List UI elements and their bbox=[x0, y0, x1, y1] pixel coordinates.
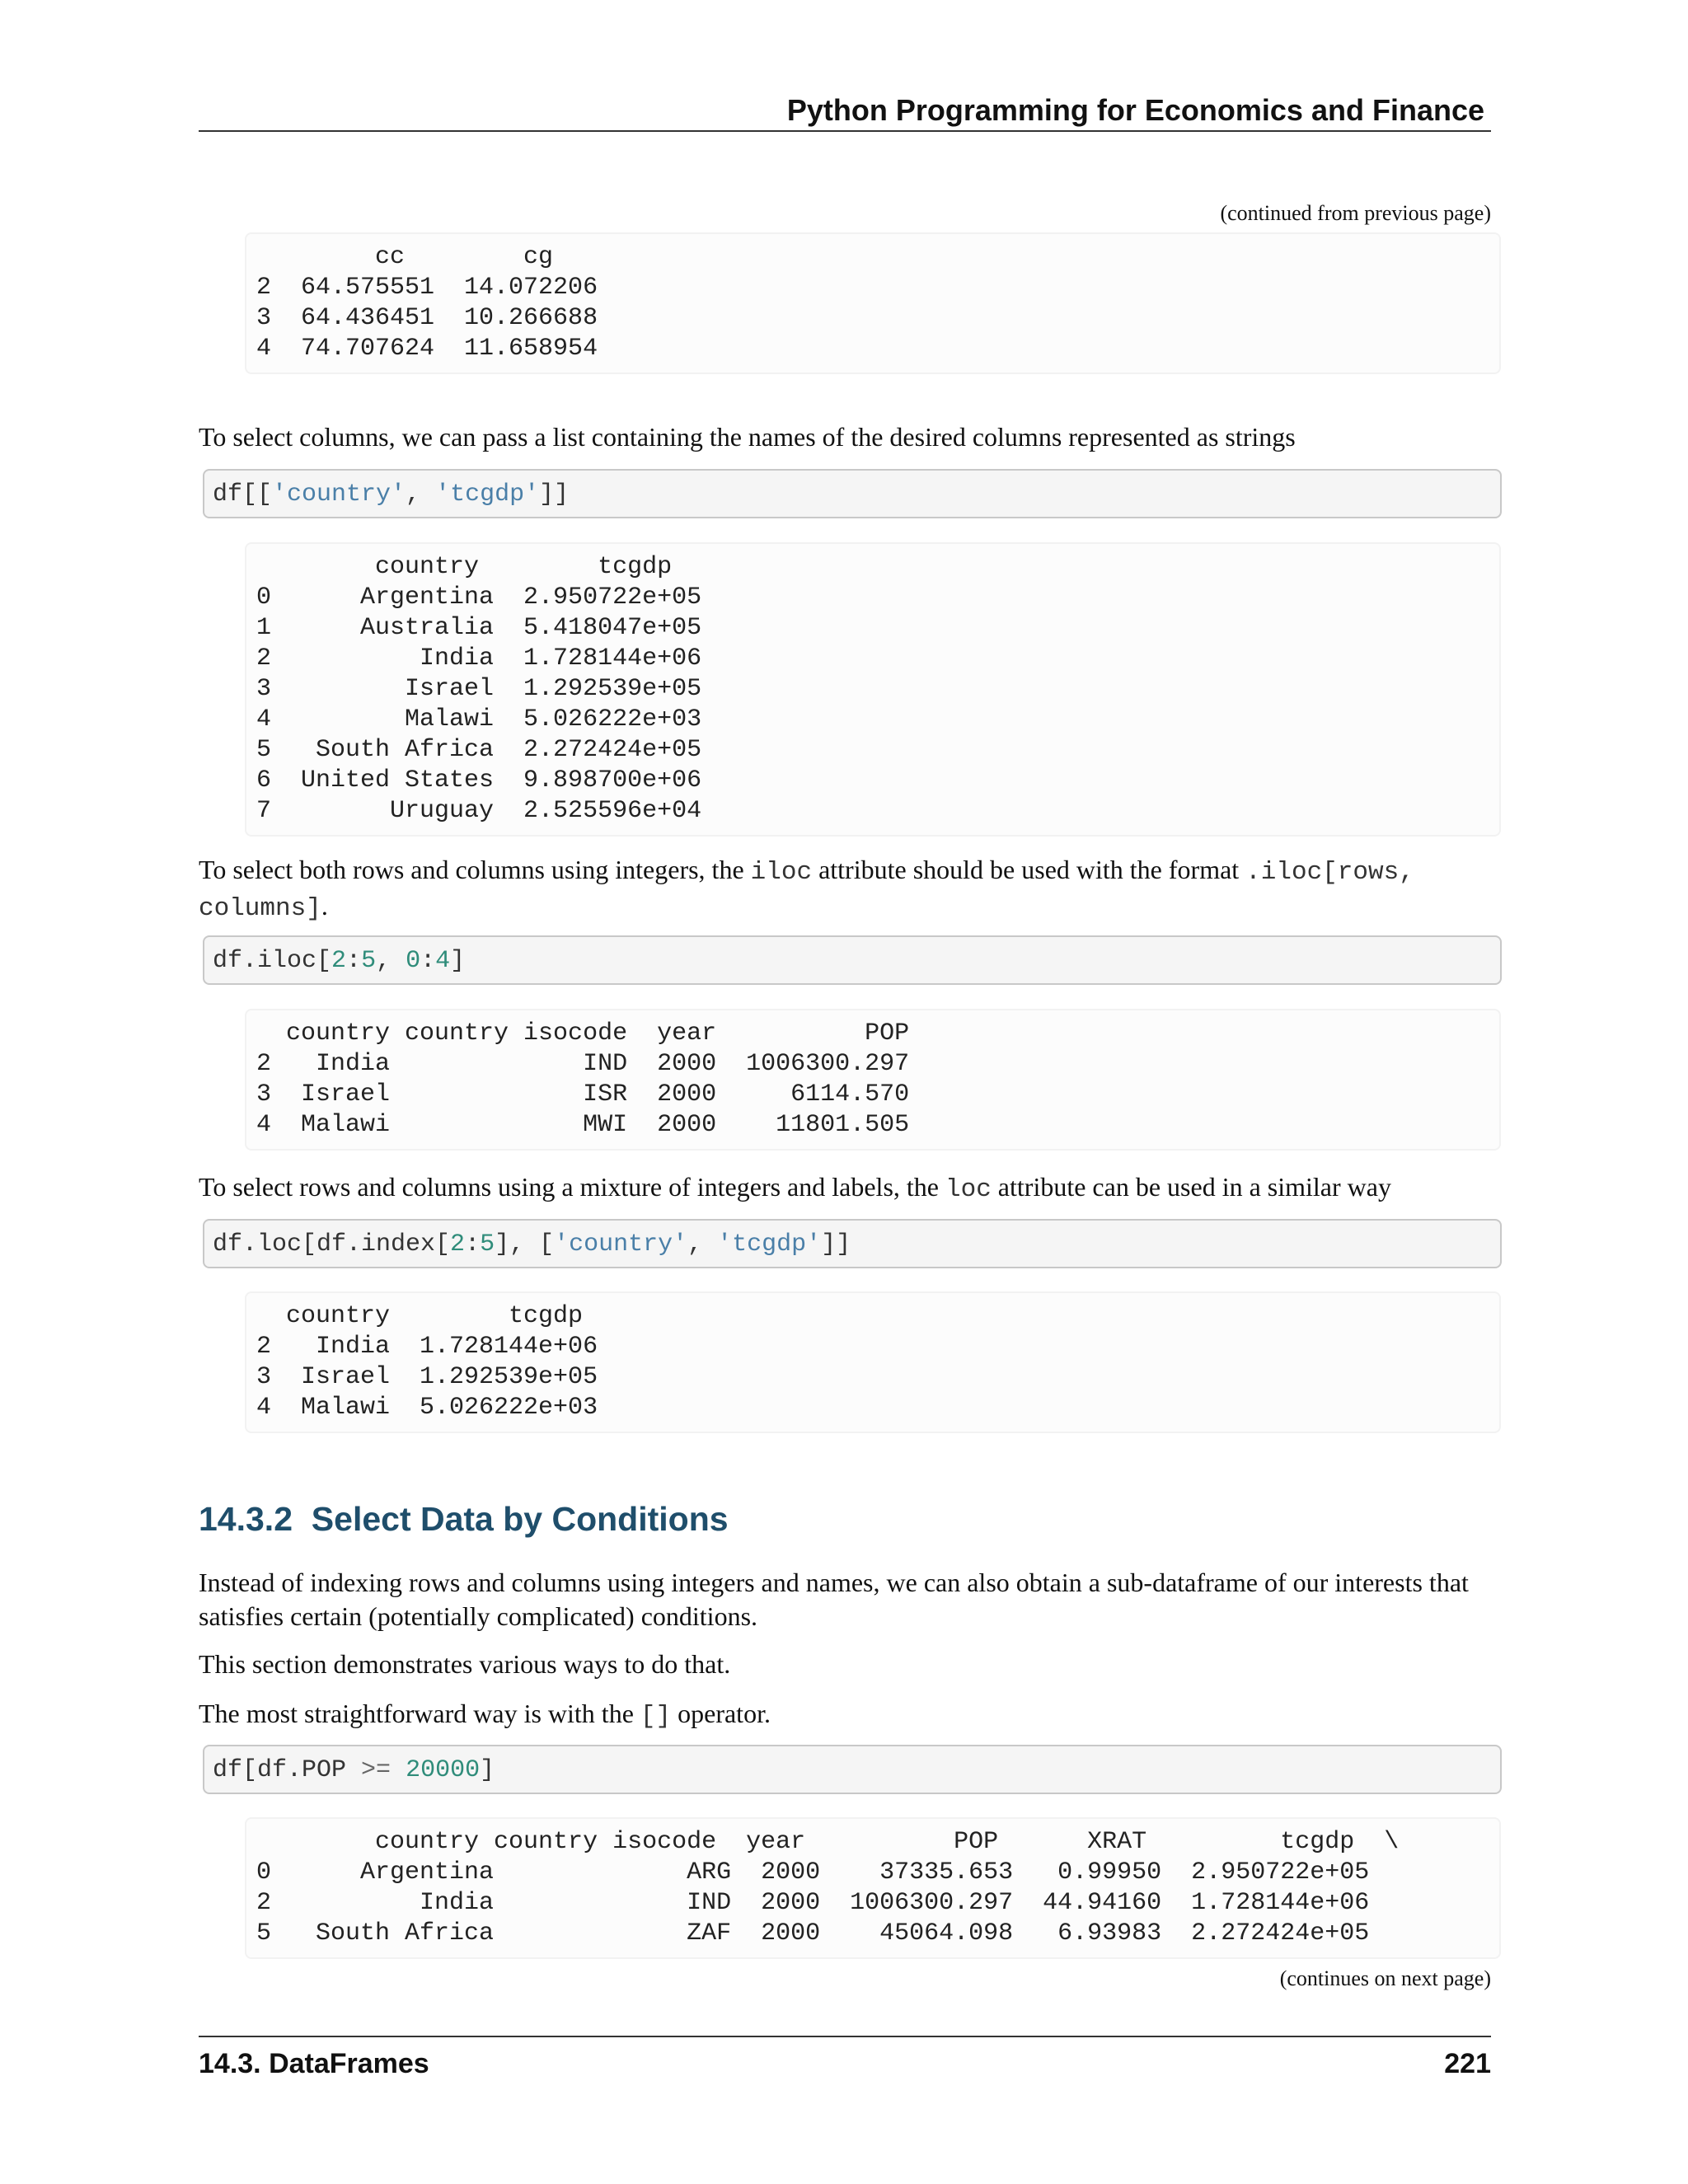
output-line: country tcgdp bbox=[256, 553, 673, 581]
code-token: 4 bbox=[435, 947, 451, 975]
section-title: Select Data by Conditions bbox=[311, 1500, 729, 1538]
output-line: 3 Israel 1.292539e+05 bbox=[256, 675, 702, 703]
text-run: attribute should be used with the format bbox=[812, 855, 1246, 884]
output-line: 3 Israel 1.292539e+05 bbox=[256, 1363, 598, 1391]
code-token: , bbox=[687, 1230, 718, 1258]
code-token: 20000 bbox=[406, 1756, 481, 1784]
output-line: country country isocode year POP XRAT tcgdp \ bbox=[256, 1828, 1400, 1856]
paragraph-iloc bbox=[199, 853, 1494, 926]
output-line: 4 Malawi 5.026222e+03 bbox=[256, 705, 702, 733]
page-header bbox=[199, 92, 1491, 132]
code-token: 0 bbox=[406, 947, 421, 975]
paragraph-conditions-intro: Instead of indexing rows and columns using integers and names, we can also obtain a sub-dataframe of our interests that satisfies certain (potentially complicated) conditions. bbox=[199, 1568, 1469, 1631]
output-block-2 bbox=[245, 542, 1501, 837]
output-line: 2 India IND 2000 1006300.297 44.94160 1.728144e+06 bbox=[256, 1889, 1370, 1917]
paragraph-loc bbox=[199, 1170, 1494, 1207]
output-line: 3 64.436451 10.266688 bbox=[256, 304, 598, 332]
code-token: , bbox=[376, 947, 406, 975]
code-token: : bbox=[346, 947, 362, 975]
output-line: 4 Malawi MWI 2000 11801.505 bbox=[256, 1111, 910, 1139]
code-token: 'country' bbox=[272, 480, 406, 509]
output-line: 7 Uruguay 2.525596e+04 bbox=[256, 797, 702, 825]
paragraph-select-columns: To select columns, we can pass a list containing the names of the desired columns represented as strings bbox=[199, 422, 1296, 452]
code-token: , bbox=[406, 480, 436, 509]
code-token: 5 bbox=[480, 1230, 495, 1258]
page-footer bbox=[199, 2036, 1491, 2093]
output-line: 0 Argentina 2.950722e+05 bbox=[256, 583, 702, 612]
output-line: 1 Australia 5.418047e+05 bbox=[256, 614, 702, 642]
code-token: : bbox=[465, 1230, 481, 1258]
output-line: 5 South Africa 2.272424e+05 bbox=[256, 736, 702, 764]
code-token: df.iloc[ bbox=[213, 947, 332, 975]
code-token: ] bbox=[450, 947, 466, 975]
code-input-2[interactable] bbox=[203, 935, 1502, 985]
inline-code: iloc bbox=[750, 858, 813, 887]
text-run: The most straightforward way is with the bbox=[199, 1699, 640, 1728]
code-token: ]] bbox=[821, 1230, 851, 1258]
code-token: ], [ bbox=[495, 1230, 555, 1258]
output-line: 5 South Africa ZAF 2000 45064.098 6.93983 2.272424e+05 bbox=[256, 1919, 1370, 1947]
code-token bbox=[391, 1756, 406, 1784]
code-token: : bbox=[420, 947, 436, 975]
code-token: 'country' bbox=[554, 1230, 688, 1258]
output-line: 6 United States 9.898700e+06 bbox=[256, 766, 702, 794]
page-number: 221 bbox=[1444, 2048, 1491, 2079]
code-token: 2 bbox=[450, 1230, 466, 1258]
output-line: 2 India 1.728144e+06 bbox=[256, 644, 702, 673]
paragraph-bracket-operator bbox=[199, 1697, 1494, 1733]
code-input-4[interactable] bbox=[203, 1745, 1502, 1794]
code-token: ]] bbox=[539, 480, 570, 509]
output-block-4 bbox=[245, 1291, 1501, 1433]
section-number: 14.3.2 bbox=[199, 1500, 293, 1538]
output-line: 4 Malawi 5.026222e+03 bbox=[256, 1394, 598, 1422]
running-title: Python Programming for Economics and Finance bbox=[786, 93, 1484, 127]
output-line: country tcgdp bbox=[256, 1302, 584, 1330]
output-block-1 bbox=[245, 232, 1501, 374]
code-token: 'tcgdp' bbox=[717, 1230, 822, 1258]
text-run: operator. bbox=[671, 1699, 771, 1728]
text-run: . bbox=[321, 891, 328, 921]
code-input-1[interactable] bbox=[203, 469, 1502, 518]
text-run: To select rows and columns using a mixture of integers and labels, the bbox=[199, 1172, 945, 1202]
code-input-3[interactable] bbox=[203, 1219, 1502, 1268]
code-token: df.loc[df.index[ bbox=[213, 1230, 451, 1258]
code-token: 2 bbox=[331, 947, 347, 975]
code-token: 5 bbox=[361, 947, 377, 975]
code-token: ] bbox=[480, 1756, 495, 1784]
output-line: cc cg bbox=[256, 243, 554, 271]
output-line: 2 India IND 2000 1006300.297 bbox=[256, 1050, 910, 1078]
inline-code: [] bbox=[640, 1702, 672, 1731]
code-token: df[[ bbox=[213, 480, 273, 509]
code-token: 'tcgdp' bbox=[435, 480, 540, 509]
continued-note-top: (continued from previous page) bbox=[1220, 201, 1491, 225]
output-block-5 bbox=[245, 1817, 1501, 1959]
inline-code: .iloc[rows, columns] bbox=[199, 858, 1414, 923]
output-line: 2 India 1.728144e+06 bbox=[256, 1333, 598, 1361]
paragraph-ways: This section demonstrates various ways to do that. bbox=[199, 1649, 731, 1679]
code-token: df[df.POP bbox=[213, 1756, 362, 1784]
code-token: >= bbox=[361, 1756, 392, 1784]
output-line: 4 74.707624 11.658954 bbox=[256, 335, 598, 363]
output-line: 0 Argentina ARG 2000 37335.653 0.99950 2.950722e+05 bbox=[256, 1858, 1370, 1886]
inline-code: loc bbox=[945, 1175, 992, 1204]
text-run: To select both rows and columns using integers, the bbox=[199, 855, 751, 884]
output-line: 3 Israel ISR 2000 6114.570 bbox=[256, 1080, 910, 1108]
footer-section: 14.3. DataFrames bbox=[199, 2048, 429, 2079]
output-line: country country isocode year POP bbox=[256, 1019, 910, 1047]
output-block-3 bbox=[245, 1009, 1501, 1151]
section-heading bbox=[199, 1498, 729, 1540]
text-run: attribute can be used in a similar way bbox=[991, 1172, 1391, 1202]
output-line: 2 64.575551 14.072206 bbox=[256, 274, 598, 302]
continued-note-bottom: (continues on next page) bbox=[1279, 1966, 1491, 1990]
